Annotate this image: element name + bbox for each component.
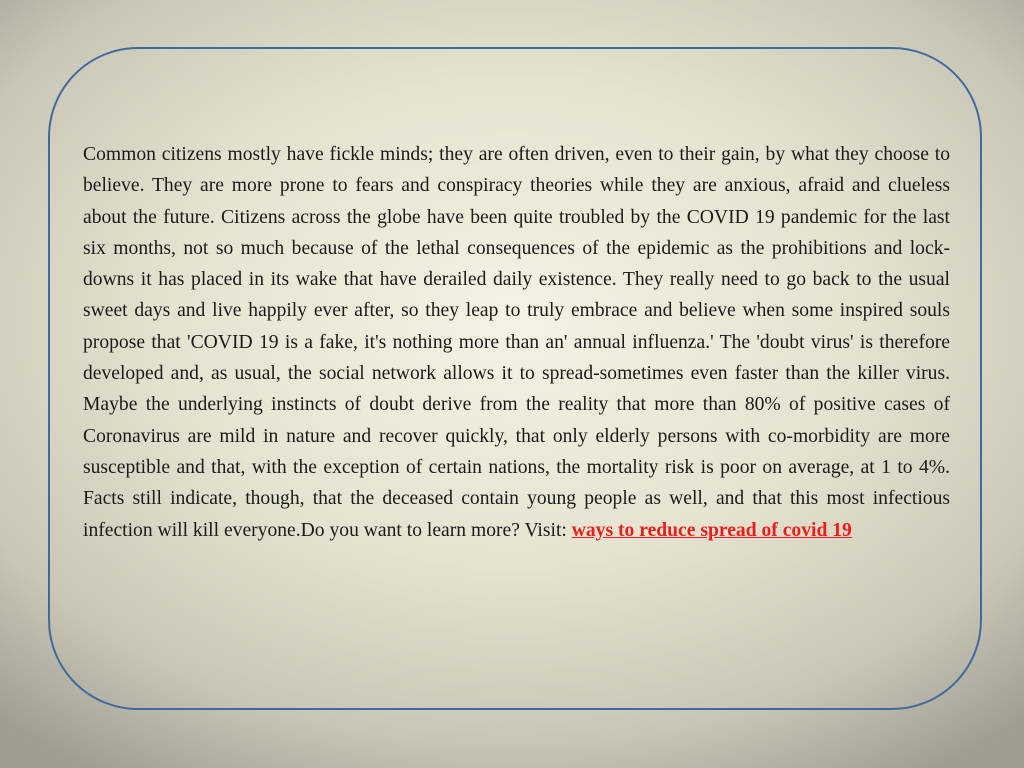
- article-body-text: Common citizens mostly have fickle minds; they are often driven, even to their gain, by what they choose to believe. They are more prone to fears and conspiracy theories while they are anxious, afraid and clueless about the future. Citizens across the globe have been quite troubled by the COVID 19 pandemic for the last six months, not so much because of the lethal consequences of the epidemic as the prohibitions and lock-downs it has placed in its wake that have derailed daily existence. They really need to go back to the usual sweet days and live happily ever after, so they leap to truly embrace and believe when some inspired souls propose that 'COVID 19 is a fake, it's nothing more than an' annual influenza.' The 'doubt virus' is therefore developed and, as usual, the social network allows it to spread-sometimes even faster than the killer virus. Maybe the underlying instincts of doubt derive from the reality that more than 80% of positive cases of Coronavirus are mild in nature and recover quickly, that only elderly persons with co-morbidity are more susceptible and that, with the exception of certain nations, the mortality risk is poor on average, at 1 to 4%. Facts still indicate, though, that the deceased contain young people as well, and that this most infectious infection will kill everyone.Do you want to learn more? Visit:: [83, 144, 950, 541]
- covid-spread-link[interactable]: ways to reduce spread of covid 19: [571, 519, 852, 541]
- article-paragraph: [83, 139, 950, 546]
